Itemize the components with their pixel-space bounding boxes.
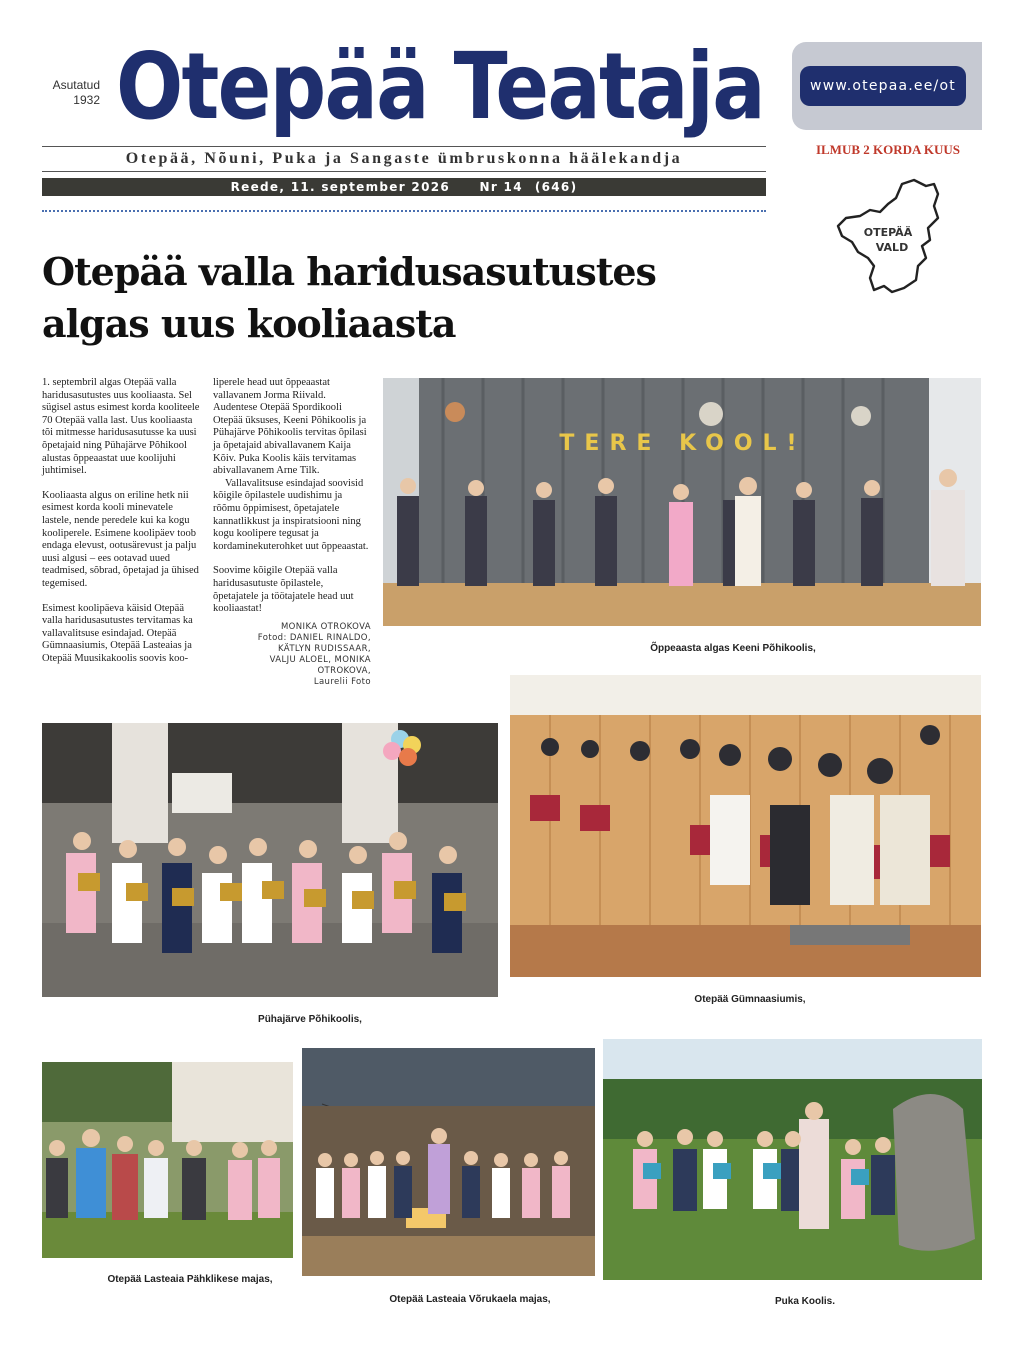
photo-keeni-school bbox=[383, 378, 981, 626]
banner-text: TERE KOOL! bbox=[559, 431, 807, 456]
publication-frequency: ILMUB 2 KORDA KUUS bbox=[815, 142, 961, 157]
municipality-map-icon bbox=[830, 176, 950, 296]
caption-gymnasium: Otepää Gümnaasiumis, bbox=[694, 994, 806, 1005]
masthead-rule-top bbox=[42, 146, 766, 147]
issue-date-bar bbox=[42, 178, 766, 196]
caption-pahklike: Otepää Lasteaia Pähklikese majas, bbox=[107, 1274, 273, 1285]
article-paragraph: Kooliaasta algus on eriline hetk nii esimest korda kooli minevatele lastele, nende peredele kui ka kogu kooliperele. Esimene koolipäev toob endaga elevust, ootusärevust ja palju uusi algusi – ees ootavad uued teadmised, sõbrad, õpetajad ja ühised tegemised. bbox=[42, 489, 199, 589]
caption-keeni: Õppeaasta algas Keeni Põhikoolis, bbox=[650, 643, 816, 654]
newspaper-subtitle: Otepää, Nõuni, Puka ja Sangaste ümbruskonna häälekandja bbox=[125, 150, 683, 167]
caption-puhajarve: Pühajärve Põhikoolis, bbox=[258, 1014, 362, 1025]
article-column-1 bbox=[42, 377, 200, 677]
website-badge[interactable] bbox=[792, 42, 982, 130]
dotted-divider bbox=[42, 210, 766, 212]
article-paragraph: Soovime kõigile Otepää valla haridusasutuste õpilastele, õpetajatele ja töötajatele head uut kooliaastat! bbox=[213, 565, 354, 615]
credit-line: VALJU ALOEL, MONIKA OTROKOVA, bbox=[269, 654, 371, 676]
newspaper-logo: Otepää Teataja bbox=[116, 33, 764, 140]
caption-puka: Puka Koolis. bbox=[774, 1296, 835, 1307]
caption-vorukaela: Otepää Lasteaia Võrukaela majas, bbox=[389, 1294, 551, 1305]
article-paragraph: Esimest koolipäeva käisid Otepää valla haridusasutustes tervitamas ka vallavalitsuse esindajad. Otepää Gümnaasiumis, Otepää Lasteaias ja Otepää Muusikakoolis soovis koo- bbox=[42, 602, 193, 664]
issue-total: (646) bbox=[534, 180, 578, 194]
website-link[interactable]: www.otepaa.ee/ot bbox=[800, 66, 966, 106]
author-name: MONIKA OTROKOVA bbox=[280, 621, 371, 632]
founded-note bbox=[44, 78, 100, 108]
photo-credit bbox=[213, 622, 371, 688]
photo-puhajarve-school bbox=[42, 723, 498, 997]
article-paragraph: liperele head uut õppeaastat vallavanem Jorma Riivald. Audentese Otepää Spordikooli Otepää üksuses, Keeni Põhikoolis ja Pühajärve Põhikoolis tervitas õpilasi ja õpetajaid abivallavanem Kaija Kõiv. Puka Koolis käis tervitamas abivallavanem Arne Tilk. bbox=[213, 377, 367, 477]
founded-label: Asutatud bbox=[52, 78, 100, 92]
issue-number: Nr 14 bbox=[479, 180, 523, 194]
article-headline: Otepää valla haridusasutustes algas uus kooliaasta bbox=[42, 249, 656, 346]
article-paragraph: Vallavalitsuse esindajad soovisid kõigile õpilastele uudishimu ja rõõmu õppimisest, õpetajatele kannatlikkust ja inspiratsiooni ning kogu koolipere tegusat ja kordaminekuterohket uut õppeaastat. bbox=[213, 477, 369, 552]
article-column-2 bbox=[213, 377, 371, 688]
photo-gymnasium bbox=[510, 675, 981, 977]
credit-line: Laurelii Foto bbox=[313, 676, 371, 687]
credit-line: Fotod: DANIEL RINALDO, bbox=[257, 632, 371, 643]
photo-vorukaela-kindergarten bbox=[302, 1048, 595, 1276]
founded-year: 1932 bbox=[73, 93, 100, 107]
map-label-line2: VALD bbox=[875, 241, 909, 254]
masthead-rule-mid bbox=[42, 171, 766, 172]
map-label-line1: OTEPÄÄ bbox=[863, 226, 913, 239]
photo-puka-school bbox=[603, 1039, 982, 1280]
photo-pahklike-kindergarten bbox=[42, 1062, 293, 1258]
credit-line: KÄTLYN RUDISSAAR, bbox=[277, 643, 371, 654]
article-paragraph: 1. septembril algas Otepää valla haridusasutustes uus kooliaasta. Sel sügisel astus esimest korda kooliteele 70 Otepää valla last. Uus kooliaasta tõi mitmesse haridusasutusse ka uusi õpetajaid ning Pühajärve Põhikool alustas õppeaastat uue koolijuhi juhtimisel. bbox=[42, 377, 200, 477]
issue-date: Reede, 11. september 2026 bbox=[230, 180, 451, 194]
